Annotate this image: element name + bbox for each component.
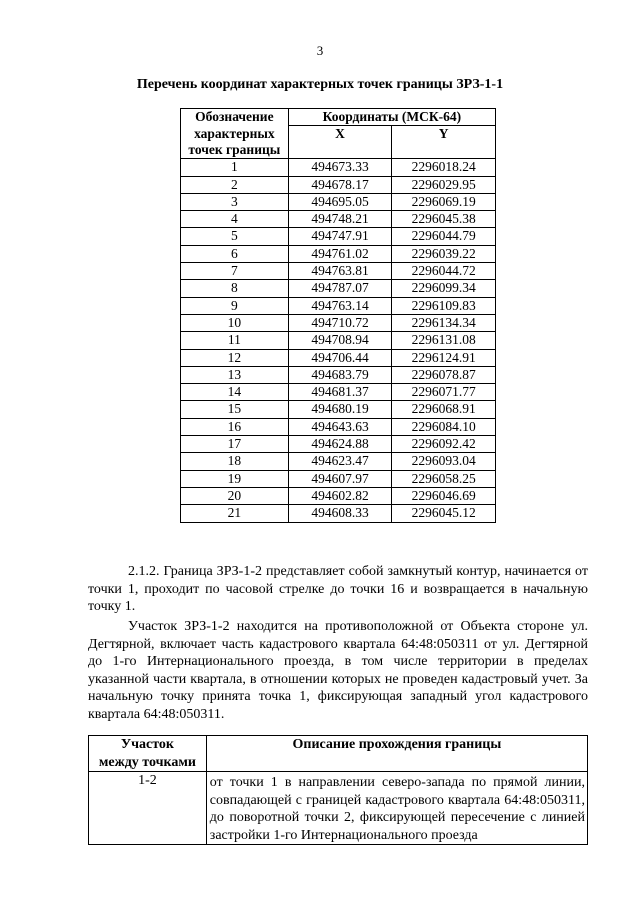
page-number: 3 bbox=[316, 43, 324, 58]
table-row bbox=[181, 280, 496, 297]
table-row bbox=[181, 453, 496, 470]
point-number: 7 bbox=[181, 263, 289, 280]
point-number: 14 bbox=[181, 384, 289, 401]
table-row bbox=[181, 332, 496, 349]
point-number: 3 bbox=[181, 193, 289, 210]
y-value: 2296134.34 bbox=[392, 314, 496, 331]
table-row bbox=[181, 245, 496, 262]
y-value: 2296029.95 bbox=[392, 176, 496, 193]
x-value: 494681.37 bbox=[288, 384, 392, 401]
x-value: 494602.82 bbox=[288, 487, 392, 504]
point-number: 2 bbox=[181, 176, 289, 193]
point-number: 15 bbox=[181, 401, 289, 418]
point-number: 8 bbox=[181, 280, 289, 297]
x-value: 494683.79 bbox=[288, 366, 392, 383]
y-value: 2296058.25 bbox=[392, 470, 496, 487]
x-value: 494623.47 bbox=[288, 453, 392, 470]
x-value: 494643.63 bbox=[288, 418, 392, 435]
header-line: характерных bbox=[194, 125, 275, 141]
y-value: 2296018.24 bbox=[392, 159, 496, 176]
table-row bbox=[181, 159, 496, 176]
point-number: 16 bbox=[181, 418, 289, 435]
table-row bbox=[181, 401, 496, 418]
point-number: 21 bbox=[181, 505, 289, 522]
y-value: 2296039.22 bbox=[392, 245, 496, 262]
point-number: 6 bbox=[181, 245, 289, 262]
y-value: 2296092.42 bbox=[392, 436, 496, 453]
point-number: 9 bbox=[181, 297, 289, 314]
paragraph-boundary-description: 2.1.2. Граница ЗРЗ-1-2 представляет собой замкнутый контур, начинается от точки 1, проходит по часовой стрелке до точки 16 и возвращается в начальную точку 1. bbox=[88, 564, 588, 614]
x-value: 494624.88 bbox=[288, 436, 392, 453]
table-row bbox=[181, 297, 496, 314]
x-header: X bbox=[288, 126, 392, 159]
header-line: точек границы bbox=[188, 141, 281, 157]
table-row bbox=[89, 772, 588, 845]
table-row bbox=[181, 384, 496, 401]
table-row bbox=[181, 505, 496, 522]
segment-header bbox=[89, 736, 207, 772]
segment-cell: 1-2 bbox=[89, 772, 207, 845]
point-designation-header bbox=[181, 109, 289, 159]
x-value: 494710.72 bbox=[288, 314, 392, 331]
header-line: Участок bbox=[120, 737, 174, 752]
coordinates-table bbox=[180, 108, 496, 523]
point-number: 4 bbox=[181, 211, 289, 228]
y-value: 2296069.19 bbox=[392, 193, 496, 210]
y-value: 2296045.12 bbox=[392, 505, 496, 522]
description-cell: от точки 1 в направлении северо-запада по прямой линии, совпадающей с границей кадастрового квартала 64:48:050311, до поворотной точки 2, фиксирующей пересечение с линией застройки 1-го Интернационального проезда bbox=[206, 772, 587, 845]
table-row bbox=[181, 349, 496, 366]
point-number: 18 bbox=[181, 453, 289, 470]
table-row bbox=[181, 176, 496, 193]
table-row bbox=[181, 366, 496, 383]
y-header: Y bbox=[392, 126, 496, 159]
x-value: 494747.91 bbox=[288, 228, 392, 245]
table-row bbox=[181, 314, 496, 331]
point-number: 12 bbox=[181, 349, 289, 366]
y-value: 2296045.38 bbox=[392, 211, 496, 228]
point-number: 1 bbox=[181, 159, 289, 176]
x-value: 494608.33 bbox=[288, 505, 392, 522]
point-number: 17 bbox=[181, 436, 289, 453]
y-value: 2296044.72 bbox=[392, 263, 496, 280]
y-value: 2296093.04 bbox=[392, 453, 496, 470]
y-value: 2296124.91 bbox=[392, 349, 496, 366]
point-number: 11 bbox=[181, 332, 289, 349]
x-value: 494708.94 bbox=[288, 332, 392, 349]
y-value: 2296071.77 bbox=[392, 384, 496, 401]
page-title: Перечень координат характерных точек границы ЗРЗ-1-1 bbox=[136, 77, 504, 92]
point-number: 5 bbox=[181, 228, 289, 245]
x-value: 494680.19 bbox=[288, 401, 392, 418]
point-number: 13 bbox=[181, 366, 289, 383]
x-value: 494763.81 bbox=[288, 263, 392, 280]
coordinates-group-header: Координаты (МСК-64) bbox=[288, 109, 495, 126]
y-value: 2296109.83 bbox=[392, 297, 496, 314]
y-value: 2296068.91 bbox=[392, 401, 496, 418]
y-value: 2296099.34 bbox=[392, 280, 496, 297]
table-row bbox=[181, 228, 496, 245]
y-value: 2296046.69 bbox=[392, 487, 496, 504]
x-value: 494673.33 bbox=[288, 159, 392, 176]
table-row bbox=[181, 263, 496, 280]
point-number: 19 bbox=[181, 470, 289, 487]
table-row bbox=[181, 211, 496, 228]
boundary-route-table bbox=[88, 735, 588, 845]
table-row bbox=[181, 193, 496, 210]
x-value: 494763.14 bbox=[288, 297, 392, 314]
x-value: 494695.05 bbox=[288, 193, 392, 210]
y-value: 2296131.08 bbox=[392, 332, 496, 349]
point-number: 10 bbox=[181, 314, 289, 331]
description-header: Описание прохождения границы bbox=[206, 736, 587, 772]
header-line: Обозначение bbox=[195, 109, 274, 125]
y-value: 2296084.10 bbox=[392, 418, 496, 435]
table-row bbox=[181, 418, 496, 435]
y-value: 2296078.87 bbox=[392, 366, 496, 383]
table-row bbox=[181, 487, 496, 504]
y-value: 2296044.79 bbox=[392, 228, 496, 245]
table-row bbox=[181, 436, 496, 453]
x-value: 494678.17 bbox=[288, 176, 392, 193]
table-row bbox=[181, 470, 496, 487]
x-value: 494787.07 bbox=[288, 280, 392, 297]
header-line: между точками bbox=[98, 754, 196, 770]
point-number: 20 bbox=[181, 487, 289, 504]
paragraph-area-description: Участок ЗРЗ-1-2 находится на противоположной от Объекта стороне ул. Дегтярной, включает часть кадастрового квартала 64:48:050311 от ул. Дегтярной до 1-го Интернационального проезда, в том числе территории в пределах указанной части квартала, в отношении которых не проведен кадастровый учет. За начальную точку принята точка 1, фиксирующая западный угол кадастрового квартала 64:48:050311. bbox=[88, 619, 588, 722]
x-value: 494748.21 bbox=[288, 211, 392, 228]
x-value: 494607.97 bbox=[288, 470, 392, 487]
x-value: 494706.44 bbox=[288, 349, 392, 366]
x-value: 494761.02 bbox=[288, 245, 392, 262]
